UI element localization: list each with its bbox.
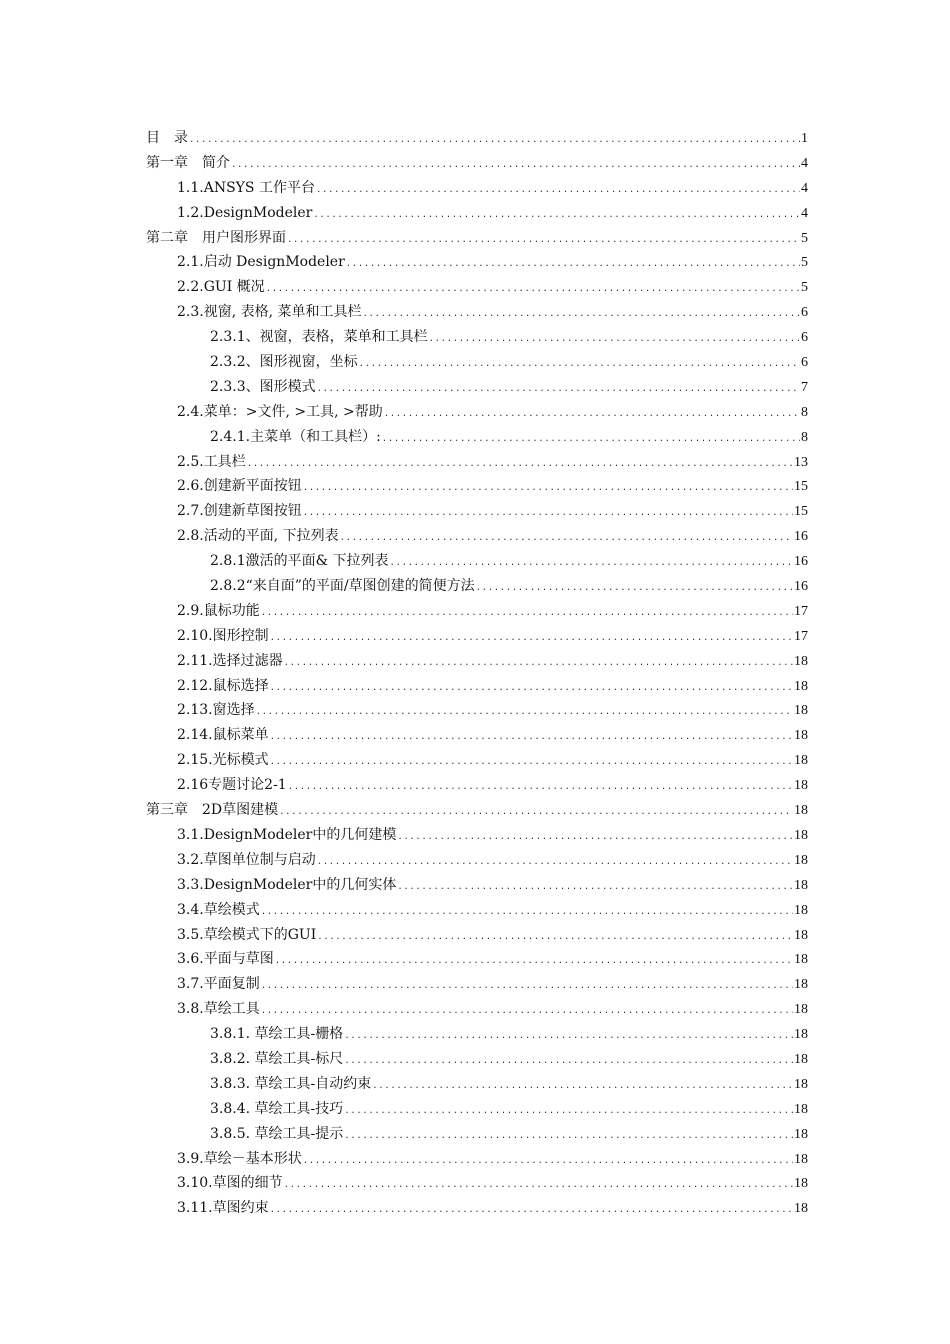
- toc-entry-page-number: 18: [794, 952, 808, 968]
- toc-dot-leader: [317, 858, 793, 867]
- toc-dot-leader: [313, 211, 800, 220]
- toc-entry[interactable]: [146, 275, 808, 300]
- toc-entry-title: 2.12.鼠标选择: [177, 677, 269, 694]
- toc-entry-page-number: 16: [794, 579, 808, 595]
- toc-dot-leader: [284, 1181, 793, 1190]
- toc-entry-page-number: 4: [801, 155, 808, 171]
- toc-entry[interactable]: [146, 674, 808, 699]
- toc-entry[interactable]: [146, 151, 808, 176]
- toc-dot-leader: [429, 335, 800, 344]
- toc-entry-page-number: 5: [801, 230, 808, 246]
- toc-entry-title: 3.11.草图约束: [177, 1200, 269, 1217]
- toc-dot-leader: [359, 360, 800, 369]
- toc-entry-page-number: 16: [794, 529, 808, 545]
- toc-entry-title: 3.8.2. 草绘工具-标尺: [210, 1050, 344, 1067]
- toc-entry[interactable]: [146, 1196, 808, 1221]
- toc-entry-page-number: 18: [794, 1101, 808, 1117]
- toc-entry-page-number: 4: [801, 180, 808, 196]
- toc-entry[interactable]: [146, 873, 808, 898]
- toc-entry[interactable]: [146, 823, 808, 848]
- toc-entry[interactable]: [146, 1022, 808, 1047]
- toc-entry-title: 1.2.DesignModeler: [177, 204, 313, 221]
- toc-entry[interactable]: [146, 798, 808, 823]
- toc-entry-page-number: 18: [794, 1076, 808, 1092]
- toc-dot-leader: [397, 833, 793, 842]
- toc-entry[interactable]: [146, 499, 808, 524]
- toc-entry[interactable]: [146, 400, 808, 425]
- toc-entry-title: 2.9.鼠标功能: [177, 602, 260, 619]
- toc-dot-leader: [270, 684, 793, 693]
- toc-entry[interactable]: [146, 1072, 808, 1097]
- toc-entry-page-number: 7: [801, 379, 808, 395]
- toc-dot-leader: [317, 385, 800, 394]
- toc-dot-leader: [287, 236, 800, 245]
- toc-entry-title: 1.1.ANSYS 工作平台: [177, 179, 315, 196]
- toc-entry[interactable]: [146, 1147, 808, 1172]
- toc-dot-leader: [261, 908, 793, 917]
- toc-entry[interactable]: [146, 599, 808, 624]
- toc-entry-page-number: 18: [794, 1201, 808, 1217]
- toc-entry-page-number: 1: [801, 131, 808, 146]
- toc-entry-title: 2.4.菜单：>文件, >工具, >帮助: [177, 403, 383, 420]
- toc-dot-leader: [270, 634, 793, 643]
- toc-entry-page-number: 18: [794, 653, 808, 669]
- toc-dot-leader: [189, 136, 800, 145]
- toc-entry-title: 3.10.草图的细节: [177, 1175, 283, 1192]
- toc-entry-title: 3.9.草绘－基本形状: [177, 1150, 302, 1167]
- toc-entry-page-number: 17: [794, 603, 808, 619]
- toc-entry-page-number: 4: [801, 205, 808, 221]
- toc-entry[interactable]: [146, 524, 808, 549]
- toc-entry-title: 3.4.草绘模式: [177, 901, 260, 918]
- toc-entry[interactable]: [146, 698, 808, 723]
- toc-entry-title: 2.10.图形控制: [177, 627, 269, 644]
- toc-entry[interactable]: [146, 226, 808, 251]
- toc-entry-title: 2.11.选择过滤器: [177, 652, 283, 669]
- toc-dot-leader: [344, 1057, 793, 1066]
- toc-entry-page-number: 18: [794, 902, 808, 918]
- toc-entry-page-number: 18: [794, 753, 808, 769]
- toc-entry[interactable]: [146, 375, 808, 400]
- toc-entry-title: 2.3.1、视窗，表格，菜单和工具栏: [210, 329, 428, 346]
- toc-entry-title: 2.8.1激活的平面& 下拉列表: [210, 553, 389, 570]
- toc-entry-title: 2.13.窗选择: [177, 702, 255, 719]
- toc-entry-page-number: 6: [801, 305, 808, 321]
- toc-entry-page-number: 18: [794, 1027, 808, 1043]
- toc-dot-leader: [279, 808, 793, 817]
- toc-dot-leader: [382, 435, 800, 444]
- toc-entry-title: 3.8.5. 草绘工具-提示: [210, 1125, 344, 1142]
- toc-entry-page-number: 18: [794, 803, 808, 819]
- toc-entry-page-number: 18: [794, 728, 808, 744]
- toc-entry-title: 3.3.DesignModeler中的几何实体: [177, 876, 397, 893]
- toc-dot-leader: [270, 1206, 793, 1215]
- toc-entry-page-number: 18: [794, 678, 808, 694]
- toc-entry-page-number: 18: [794, 1002, 808, 1018]
- toc-dot-leader: [288, 783, 793, 792]
- toc-entry-title: 3.7.平面复制: [177, 976, 260, 993]
- toc-entry[interactable]: [146, 574, 808, 599]
- toc-entry-title: 3.5.草绘模式下的GUI: [177, 926, 317, 943]
- toc-entry-page-number: 18: [794, 927, 808, 943]
- toc-entry-page-number: 18: [794, 778, 808, 794]
- toc-dot-leader: [270, 758, 793, 767]
- toc-dot-leader: [270, 733, 793, 742]
- toc-entry-page-number: 18: [794, 1126, 808, 1142]
- toc-dot-leader: [346, 260, 800, 269]
- toc-dot-leader: [303, 509, 793, 518]
- toc-entry-title: 2.3.2、图形视窗，坐标: [210, 354, 358, 371]
- toc-dot-leader: [231, 161, 800, 170]
- toc-entry-page-number: 18: [794, 1151, 808, 1167]
- toc-entry-title: 3.8.1. 草绘工具-栅格: [210, 1026, 344, 1043]
- toc-entry-title: 目 录: [146, 130, 188, 146]
- toc-entry-title: 2.5.工具栏: [177, 453, 246, 470]
- toc-entry[interactable]: [146, 649, 808, 674]
- toc-entry[interactable]: [146, 549, 808, 574]
- toc-entry-page-number: 15: [794, 504, 808, 520]
- toc-entry[interactable]: [146, 723, 808, 748]
- toc-dot-leader: [363, 310, 800, 319]
- toc-entry-page-number: 8: [801, 404, 808, 420]
- toc-entry-title: 2.6.创建新平面按钮: [177, 478, 302, 495]
- toc-entry-page-number: 6: [801, 355, 808, 371]
- toc-entry-title: 2.3.3、图形模式: [210, 378, 316, 395]
- toc-entry-page-number: 18: [794, 827, 808, 843]
- toc-entry[interactable]: [146, 425, 808, 450]
- toc-entry[interactable]: [146, 848, 808, 873]
- toc-entry-title: 2.8.2“来自面”的平面/草图创建的简便方法: [210, 578, 475, 595]
- toc-dot-leader: [390, 559, 793, 568]
- toc-entry[interactable]: [146, 474, 808, 499]
- toc-entry-title: 2.15.光标模式: [177, 752, 269, 769]
- toc-entry[interactable]: [146, 325, 808, 350]
- toc-entry-title: 2.3.视窗, 表格, 菜单和工具栏: [177, 304, 362, 321]
- toc-entry[interactable]: [146, 972, 808, 997]
- toc-dot-leader: [397, 883, 793, 892]
- toc-dot-leader: [284, 659, 793, 668]
- toc-entry[interactable]: [146, 126, 808, 151]
- toc-entry-page-number: 18: [794, 852, 808, 868]
- toc-dot-leader: [275, 957, 793, 966]
- toc-entry[interactable]: [146, 201, 808, 226]
- toc-entry-title: 2.7.创建新草图按钮: [177, 503, 302, 520]
- toc-entry[interactable]: [146, 176, 808, 201]
- toc-dot-leader: [261, 609, 793, 618]
- toc-entry-page-number: 5: [801, 280, 808, 296]
- toc-entry[interactable]: [146, 773, 808, 798]
- toc-entry[interactable]: [146, 1122, 808, 1147]
- toc-entry-page-number: 6: [801, 330, 808, 346]
- toc-dot-leader: [344, 1107, 793, 1116]
- toc-dot-leader: [256, 708, 793, 717]
- toc-entry-page-number: 18: [794, 703, 808, 719]
- toc-entry-title: 2.8.活动的平面, 下拉列表: [177, 528, 339, 545]
- toc-entry-page-number: 5: [801, 255, 808, 271]
- toc-entry[interactable]: [146, 748, 808, 773]
- toc-entry[interactable]: [146, 624, 808, 649]
- toc-entry-page-number: 13: [794, 454, 808, 470]
- toc-entry-title: 2.14.鼠标菜单: [177, 727, 269, 744]
- toc-dot-leader: [261, 1007, 793, 1016]
- toc-entry[interactable]: [146, 250, 808, 275]
- toc-entry-title: 3.1.DesignModeler中的几何建模: [177, 826, 397, 843]
- toc-entry[interactable]: [146, 1047, 808, 1072]
- toc-entry-page-number: 18: [794, 1051, 808, 1067]
- table-of-contents: [146, 126, 808, 1221]
- toc-entry-page-number: 15: [794, 479, 808, 495]
- toc-dot-leader: [317, 933, 793, 942]
- toc-entry-title: 3.8.草绘工具: [177, 1001, 260, 1018]
- toc-entry-title: 2.2.GUI 概况: [177, 279, 265, 296]
- toc-entry[interactable]: [146, 450, 808, 475]
- toc-entry-page-number: 17: [794, 628, 808, 644]
- toc-entry-title: 3.8.4. 草绘工具-技巧: [210, 1100, 344, 1117]
- toc-entry[interactable]: [146, 300, 808, 325]
- toc-entry-page-number: 18: [794, 977, 808, 993]
- toc-entry-title: 3.2.草图单位制与启动: [177, 851, 316, 868]
- toc-entry[interactable]: [146, 898, 808, 923]
- toc-entry[interactable]: [146, 1097, 808, 1122]
- toc-dot-leader: [372, 1082, 793, 1091]
- toc-entry[interactable]: [146, 947, 808, 972]
- toc-entry-page-number: 18: [794, 877, 808, 893]
- toc-entry-title: 3.8.3. 草绘工具-自动约束: [210, 1075, 372, 1092]
- toc-dot-leader: [261, 982, 793, 991]
- toc-dot-leader: [344, 1132, 793, 1141]
- toc-dot-leader: [247, 460, 793, 469]
- toc-entry-page-number: 16: [794, 554, 808, 570]
- toc-entry-page-number: 8: [801, 429, 808, 445]
- toc-entry-title: 3.6.平面与草图: [177, 951, 274, 968]
- toc-entry-page-number: 18: [794, 1176, 808, 1192]
- toc-dot-leader: [476, 584, 793, 593]
- toc-dot-leader: [344, 1032, 793, 1041]
- toc-entry-title: 2.1.启动 DesignModeler: [177, 254, 345, 271]
- toc-dot-leader: [303, 1157, 793, 1166]
- toc-entry[interactable]: [146, 350, 808, 375]
- toc-dot-leader: [303, 484, 793, 493]
- toc-dot-leader: [340, 534, 793, 543]
- toc-entry[interactable]: [146, 997, 808, 1022]
- toc-entry-title: 2.4.1.主菜单（和工具栏）:: [210, 428, 381, 445]
- toc-entry[interactable]: [146, 1171, 808, 1196]
- toc-dot-leader: [266, 285, 800, 294]
- toc-entry-title: 第三章 2D草图建模: [146, 802, 279, 819]
- toc-dot-leader: [384, 410, 800, 419]
- toc-entry-title: 第一章 简介: [146, 154, 230, 171]
- toc-entry[interactable]: [146, 923, 808, 948]
- toc-entry-title: 第二章 用户图形界面: [146, 229, 286, 246]
- toc-entry-title: 2.16专题讨论2-1: [177, 777, 287, 794]
- toc-dot-leader: [316, 186, 800, 195]
